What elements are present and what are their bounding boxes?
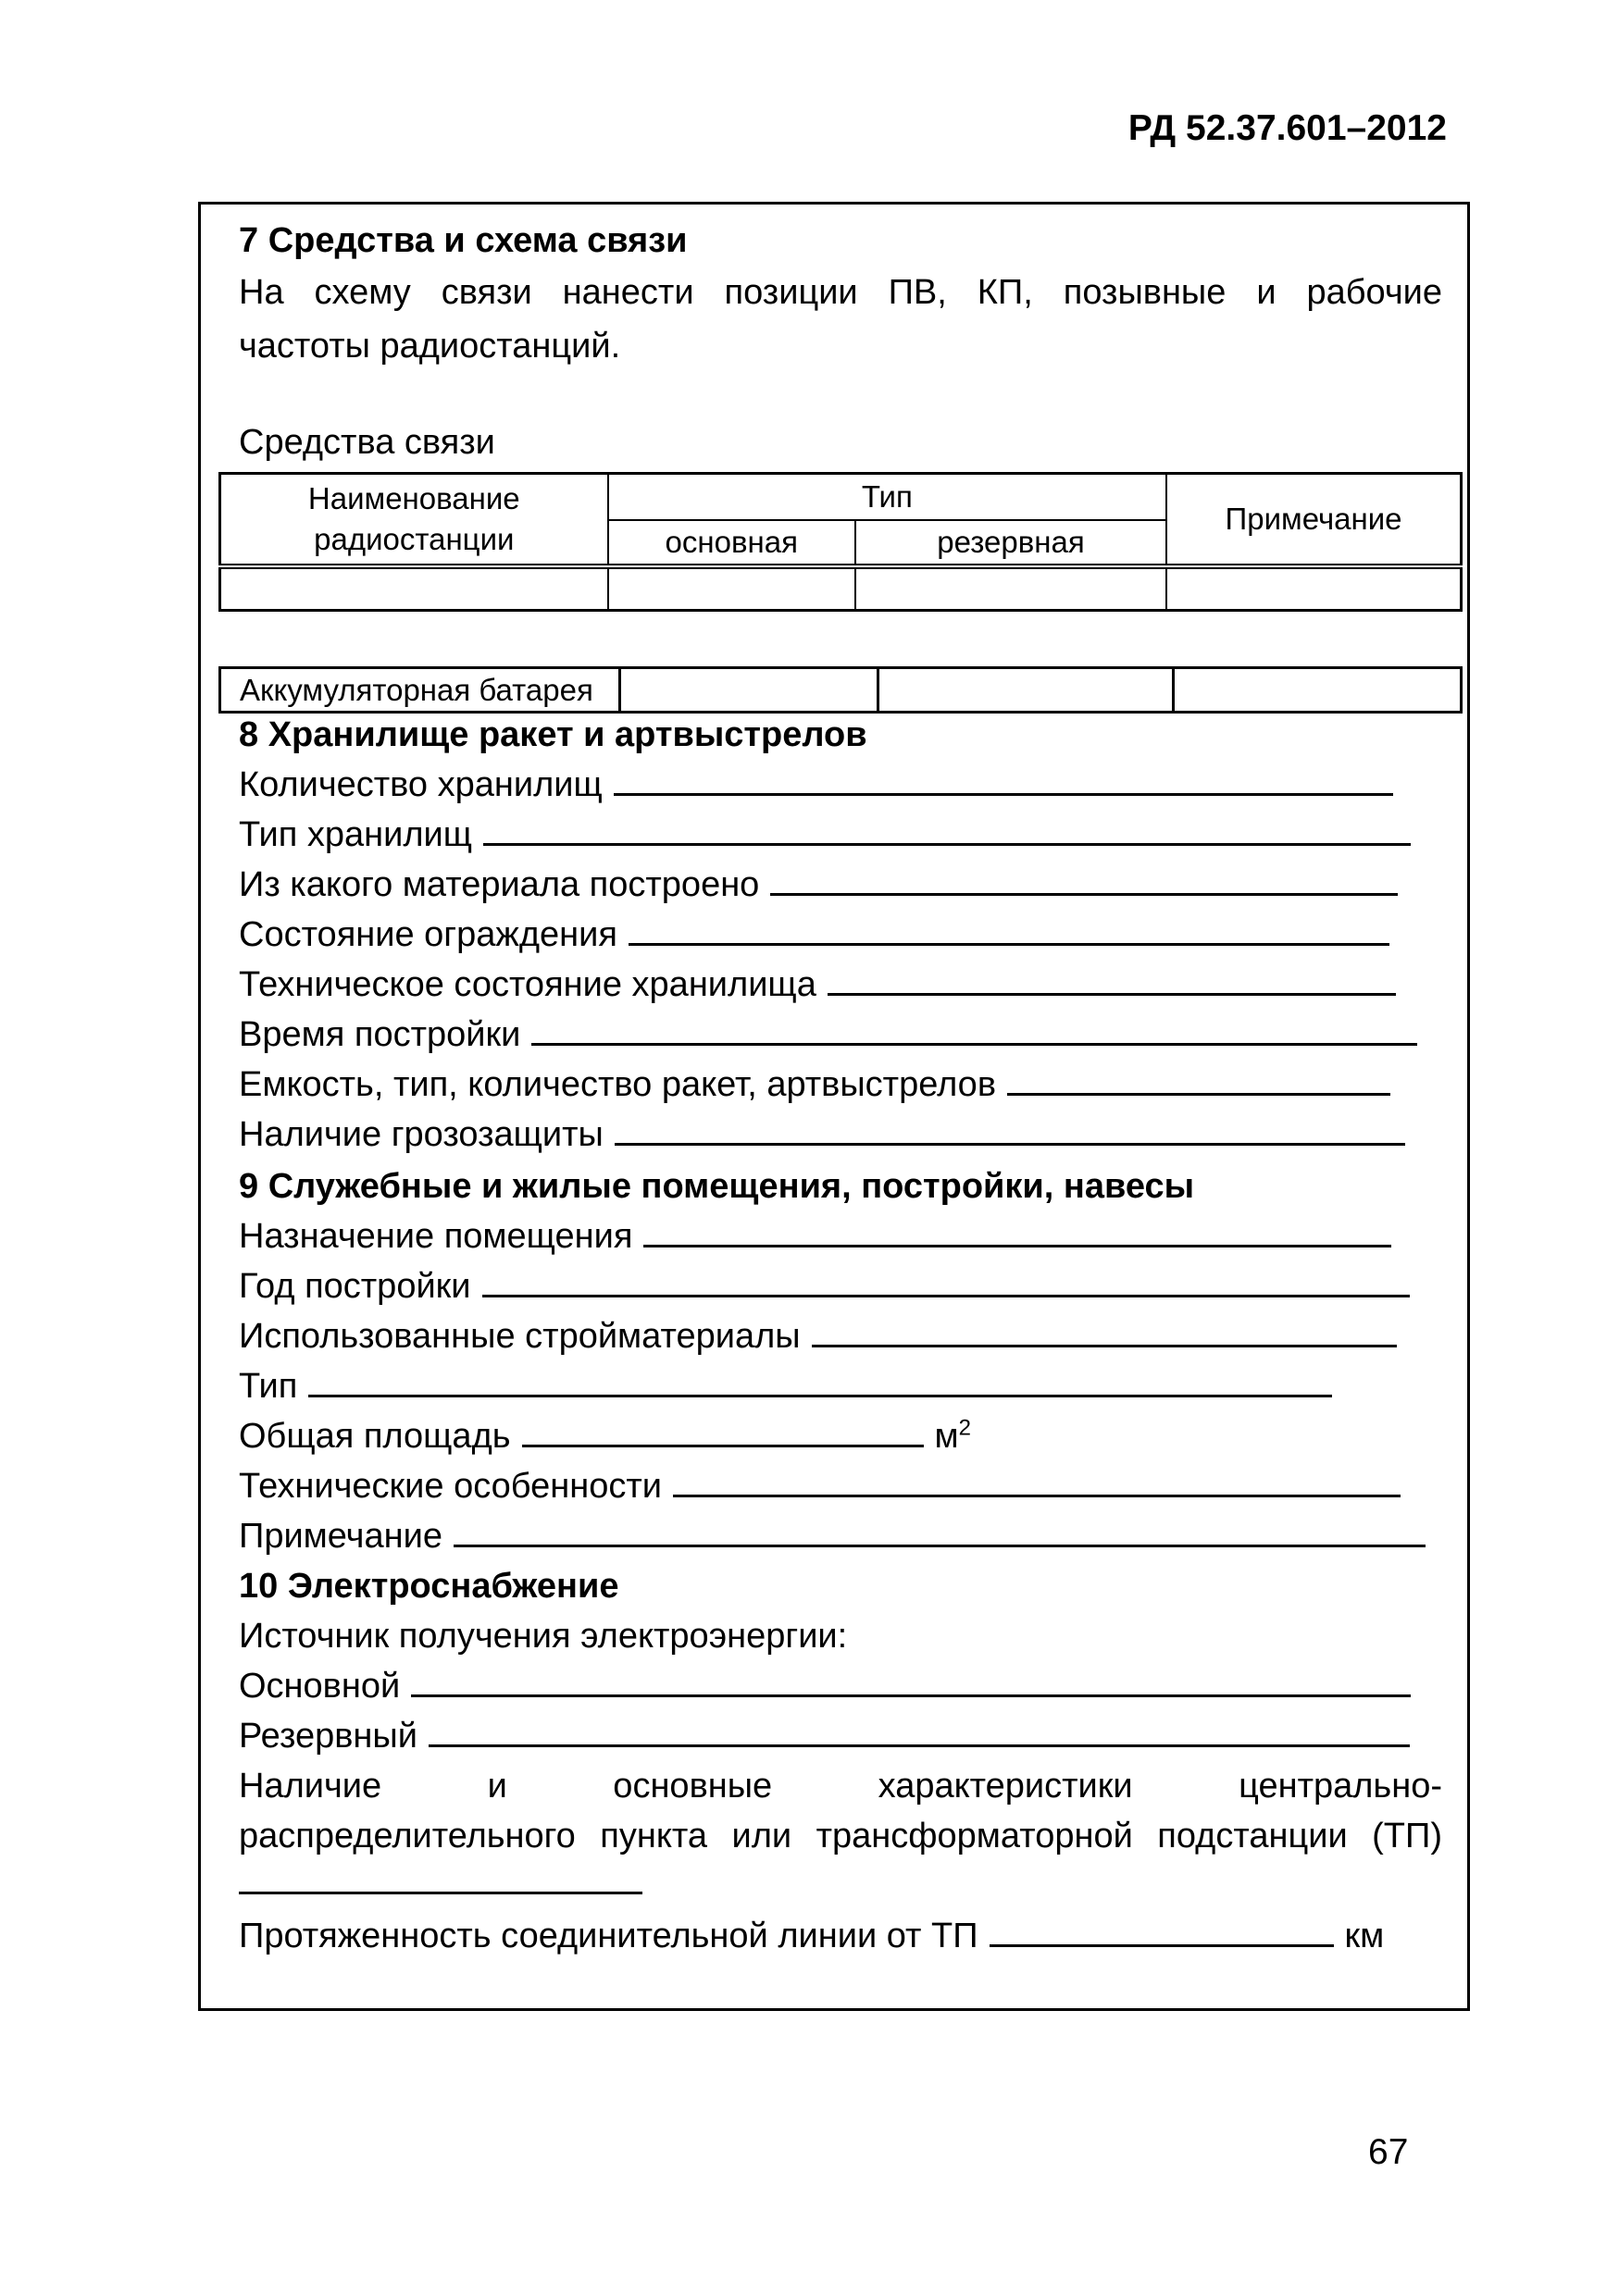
field-room-purpose-input[interactable] <box>643 1217 1391 1247</box>
field-note-input[interactable] <box>454 1517 1426 1547</box>
field-storage-count <box>239 763 1393 807</box>
document-code: РД 52.37.601–2012 <box>1127 108 1447 148</box>
area-unit: м <box>934 1417 959 1456</box>
comm-means-table <box>218 472 1463 612</box>
col-header-type: Тип <box>608 474 1167 520</box>
field-capacity-input[interactable] <box>1007 1065 1390 1096</box>
col-header-station-name-line1: Наименование <box>307 480 520 515</box>
section10-paragraph-line1: Наличие и основные характеристики центрально- <box>239 1767 1442 1806</box>
battery-cell-2[interactable] <box>878 668 1173 713</box>
field-technical-features-input[interactable] <box>673 1467 1401 1497</box>
field-lightning-protection-label: Наличие грозозащиты <box>239 1115 604 1154</box>
field-storage-type-input[interactable] <box>483 815 1411 846</box>
field-note-label: Примечание <box>239 1517 442 1556</box>
field-build-year-label: Год постройки <box>239 1267 471 1306</box>
section8-title: 8 Хранилище ракет и артвыстрелов <box>239 715 867 754</box>
field-construction-time <box>239 1012 1417 1057</box>
field-line-length-unit: км <box>1344 1917 1385 1955</box>
cell-station-name[interactable] <box>220 566 608 611</box>
col-header-station-name-line2: радиостанции <box>314 521 515 556</box>
field-line-length-input[interactable] <box>990 1917 1334 1947</box>
field-storage-type-label: Тип хранилищ <box>239 815 473 854</box>
field-power-main-label: Основной <box>239 1667 401 1706</box>
field-room-type-input[interactable] <box>308 1367 1332 1397</box>
field-substation <box>239 1864 642 1894</box>
field-construction-time-label: Время постройки <box>239 1015 521 1054</box>
col-header-station-name <box>220 474 608 566</box>
field-room-type-label: Тип <box>239 1367 298 1406</box>
field-storage-type <box>239 813 1411 857</box>
field-total-area-label: Общая площадь <box>239 1417 511 1456</box>
field-power-main-input[interactable] <box>411 1667 1411 1697</box>
comm-means-subtitle: Средства связи <box>239 423 495 462</box>
field-construction-time-input[interactable] <box>531 1015 1417 1046</box>
field-storage-count-input[interactable] <box>614 765 1393 796</box>
cell-note[interactable] <box>1166 566 1461 611</box>
page-number: 67 <box>1368 2132 1409 2172</box>
section10-title: 10 Электроснабжение <box>239 1567 619 1606</box>
field-build-year <box>239 1264 1410 1309</box>
field-power-main <box>239 1664 1411 1708</box>
field-room-purpose-label: Назначение помещения <box>239 1217 633 1256</box>
cell-type-main[interactable] <box>608 566 855 611</box>
field-technical-condition-input[interactable] <box>828 965 1396 996</box>
field-capacity-label: Емкость, тип, количество ракет, артвыстрелов <box>239 1065 997 1104</box>
cell-type-reserve[interactable] <box>855 566 1166 611</box>
field-building-materials <box>239 1314 1397 1359</box>
battery-cell-3[interactable] <box>1173 668 1461 713</box>
field-total-area-input[interactable] <box>522 1417 924 1447</box>
field-substation-input[interactable] <box>239 1864 642 1894</box>
field-building-materials-input[interactable] <box>812 1317 1397 1347</box>
field-total-area <box>239 1414 971 1458</box>
col-header-type-reserve: резервная <box>855 520 1166 566</box>
section7-paragraph-line2: частоты радиостанций. <box>239 327 621 366</box>
col-header-note: Примечание <box>1166 474 1461 566</box>
field-note <box>239 1514 1426 1558</box>
field-line-length <box>239 1914 1384 1958</box>
field-line-length-label: Протяженность соединительной линии от ТП <box>239 1917 978 1955</box>
section9-title: 9 Служебные и жилые помещения, постройки, навесы <box>239 1167 1195 1206</box>
field-fence-condition-label: Состояние ограждения <box>239 915 617 954</box>
field-technical-condition <box>239 962 1396 1007</box>
field-technical-features-label: Технические особенности <box>239 1467 662 1506</box>
battery-label: Аккумуляторная батарея <box>220 668 620 713</box>
field-storage-count-label: Количество хранилищ <box>239 765 603 804</box>
field-room-purpose <box>239 1214 1391 1259</box>
section10-paragraph-line2: распределительного пункта или трансформаторной подстанции (ТП) <box>239 1817 1442 1855</box>
field-power-reserve-label: Резервный <box>239 1717 417 1756</box>
field-storage-material-input[interactable] <box>770 865 1398 896</box>
field-storage-material-label: Из какого материала построено <box>239 865 760 904</box>
battery-table <box>218 666 1463 714</box>
field-technical-features <box>239 1464 1401 1508</box>
col-header-type-main: основная <box>608 520 855 566</box>
area-unit-exponent: 2 <box>958 1415 972 1441</box>
field-technical-condition-label: Техническое состояние хранилища <box>239 965 816 1004</box>
power-source-label: Источник получения электроэнергии: <box>239 1617 848 1656</box>
field-capacity <box>239 1062 1390 1107</box>
field-building-materials-label: Использованные стройматериалы <box>239 1317 801 1356</box>
field-power-reserve <box>239 1714 1410 1758</box>
field-fence-condition <box>239 912 1389 957</box>
field-lightning-protection-input[interactable] <box>615 1115 1405 1146</box>
field-fence-condition-input[interactable] <box>629 915 1389 946</box>
field-total-area-unit <box>935 1414 971 1458</box>
field-storage-material <box>239 863 1398 907</box>
section7-paragraph-line1: На схему связи нанести позиции ПВ, КП, позывные и рабочие <box>239 273 1442 312</box>
field-lightning-protection <box>239 1112 1405 1157</box>
battery-cell-1[interactable] <box>619 668 878 713</box>
section7-title: 7 Средства и схема связи <box>239 221 688 260</box>
field-power-reserve-input[interactable] <box>429 1717 1410 1747</box>
field-room-type <box>239 1364 1332 1409</box>
field-build-year-input[interactable] <box>482 1267 1410 1297</box>
